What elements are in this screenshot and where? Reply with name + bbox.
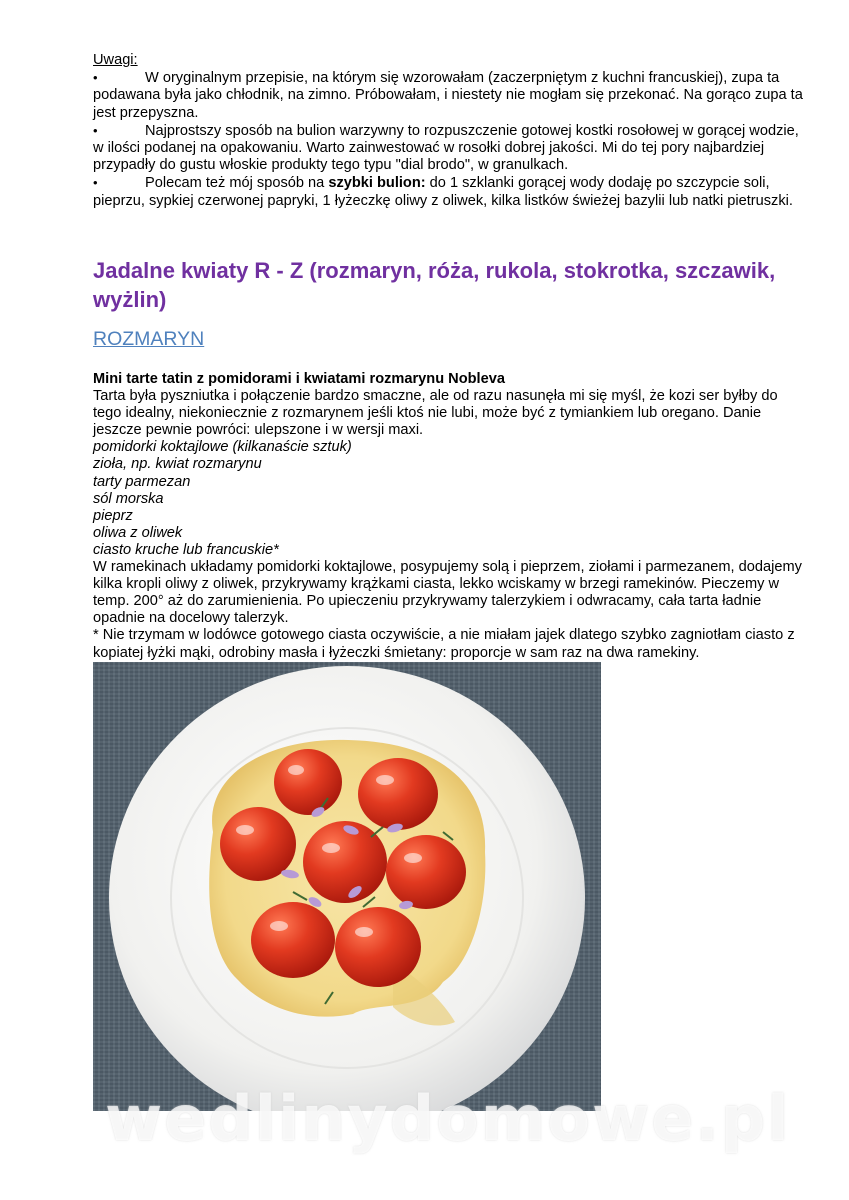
bullet-text: Najprostszy sposób na bulion warzywny to rozpuszczenie gotowej kostki rosołowej w gorącej wodzie, w ilości podanej na opakowaniu. Warto zainwestować w rosołki dobrej jakości. Mi do tej pory najbardziej przypadły do gustu włoskie produkty tego typu "dial brodo", w granulkach. — [93, 122, 799, 174]
ingredient-item: pieprz — [93, 507, 133, 524]
bullet-text: W oryginalnym przepisie, na którym się wzorowałam (zaczerpniętym z kuchni francuskiej), zupa ta podawana była jako chłodnik, na zimno. Próbowałam, i niestety nie mogłam się przekonać. Na gorąco zupa ta jest przepyszna. — [93, 70, 803, 121]
ingredient-item: oliwa z oliwek — [93, 524, 183, 541]
notes-title: Uwagi: — [93, 52, 138, 68]
recipe-title: Mini tarte tatin z pomidorami i kwiatami rozmarynu Nobleva — [93, 371, 505, 387]
notes-bullet — [93, 122, 808, 175]
ingredient-item: tarty parmezan — [93, 473, 191, 490]
recipe-intro: Tarta była pyszniutka i połączenie bardzo smaczne, ale od razu nasunęła mi się myśl, że kozi ser byłby do tego idealny, niekoniecznie z rozmarynem jeśli ktoś nie lubi, może być z tymiankiem lub oregano. Danie jeszcze pewnie powróci: ulepszone i w wersji maxi. — [93, 388, 778, 439]
bullet-icon — [93, 69, 145, 87]
bullet-text-bold: szybki bulion: — [328, 175, 426, 192]
notes-bullet — [93, 69, 808, 122]
ingredient-item: zioła, np. kwiat rozmarynu — [93, 456, 262, 473]
recipe-method: W ramekinach układamy pomidorki koktajlowe, posypujemy solą i pieprzem, ziołami i parmezanem, dodajemy kilka kropli oliwy z oliwek, przykrywamy krążkami ciasta, lekko wciskamy w brzegi ramekinów. Pieczemy w temp. 200° aż do zarumienienia. Po upieczeniu przykrywamy talerzykiem i odwracamy, cała tarta ładnie opadnie na docelowy talerzyk. — [93, 559, 802, 627]
recipe-footnote: * Nie trzymam w lodówce gotowego ciasta oczywiście, a nie miałam jajek dlatego szybko zagniotłam ciasto z kopiatej łyżki mąki, odrobiny masła i łyżeczki śmietany: proporcje w sam raz na dwa ramekiny. — [93, 627, 795, 661]
subsection-link-rozmaryn[interactable]: ROZMARYN — [93, 328, 205, 350]
notes-bullet — [93, 174, 808, 209]
notes-block — [93, 52, 808, 210]
bullet-icon — [93, 122, 145, 140]
ingredient-item: pomidorki koktajlowe (kilkanaście sztuk) — [93, 439, 352, 456]
recipe-block — [93, 371, 808, 662]
ingredient-item: ciasto kruche lub francuskie* — [93, 541, 279, 558]
bullet-icon — [93, 174, 145, 192]
tart-illustration — [93, 662, 601, 1111]
section-title: Jadalne kwiaty R - Z (rozmaryn, róża, rukola, stokrotka, szczawik, wyżlin) — [93, 258, 776, 312]
ingredient-item: sól morska — [93, 490, 164, 507]
bullet-text-rest: do 1 szklanki gorącej wody dodaję po szczypcie soli, pieprzu, sypkiej czerwonej papryki, 1 łyżeczkę oliwy z oliwek, kilka listków świeżej bazylii lub natki pietruszki. — [93, 175, 793, 209]
bullet-text-prefix: Polecam też mój sposób na — [145, 175, 329, 192]
tart-photo — [93, 662, 601, 1111]
watermark: wedlinydomowe.pl — [105, 1082, 791, 1155]
